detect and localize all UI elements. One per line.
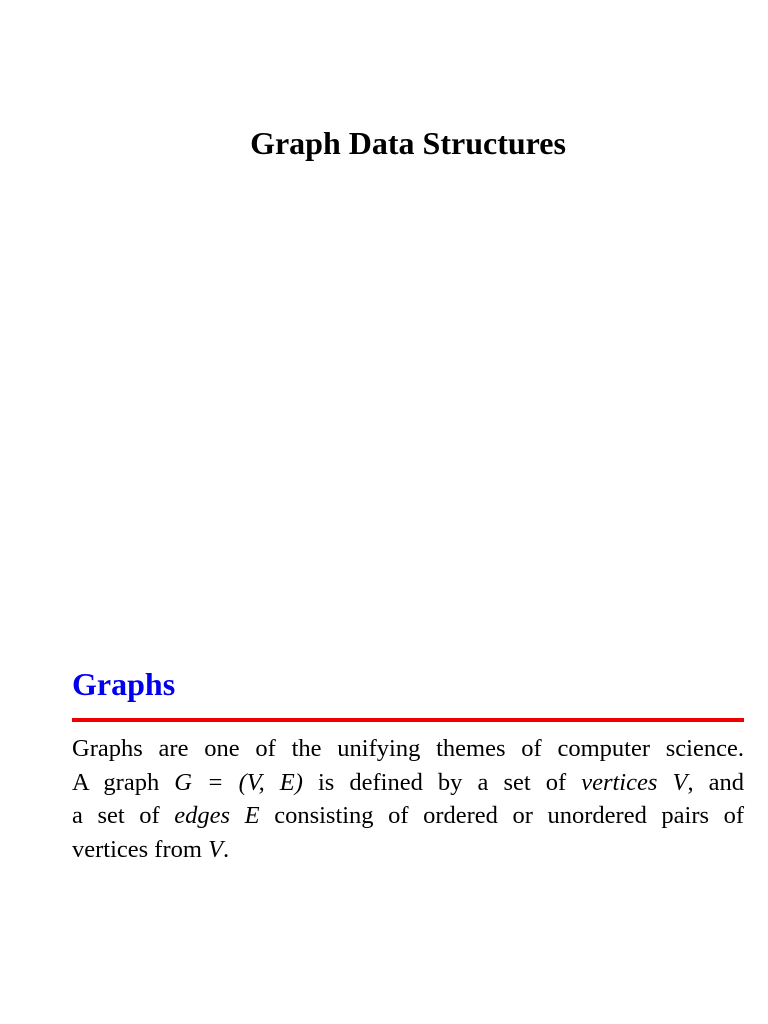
body-text: Graphs are one of the unifying themes of computer science. (72, 735, 744, 762)
body-text: consisting of ordered or unordered pairs of (259, 802, 745, 829)
section-body (72, 732, 744, 866)
body-text: vertices from (72, 835, 209, 863)
math-variable: E (244, 802, 260, 829)
body-text: a set of (72, 802, 175, 829)
body-text: A graph (72, 768, 175, 796)
body-line-1 (72, 732, 744, 766)
body-text (657, 769, 672, 796)
body-line-2 (72, 766, 744, 800)
math-expression: G = (V, E) (174, 768, 303, 796)
page-title: Graph Data Structures (250, 125, 566, 161)
body-text: , and (687, 768, 745, 796)
body-line-3 (72, 799, 744, 833)
body-text: . (223, 835, 230, 863)
body-text: is defined by a set of (302, 768, 582, 796)
section-divider (72, 718, 744, 722)
math-variable: V (672, 768, 688, 796)
section-heading: Graphs (72, 666, 176, 702)
emphasized-term: vertices (581, 768, 658, 796)
body-text (230, 802, 245, 829)
math-variable: V (208, 835, 224, 863)
emphasized-term: edges (174, 802, 231, 829)
body-line-4 (72, 833, 744, 867)
